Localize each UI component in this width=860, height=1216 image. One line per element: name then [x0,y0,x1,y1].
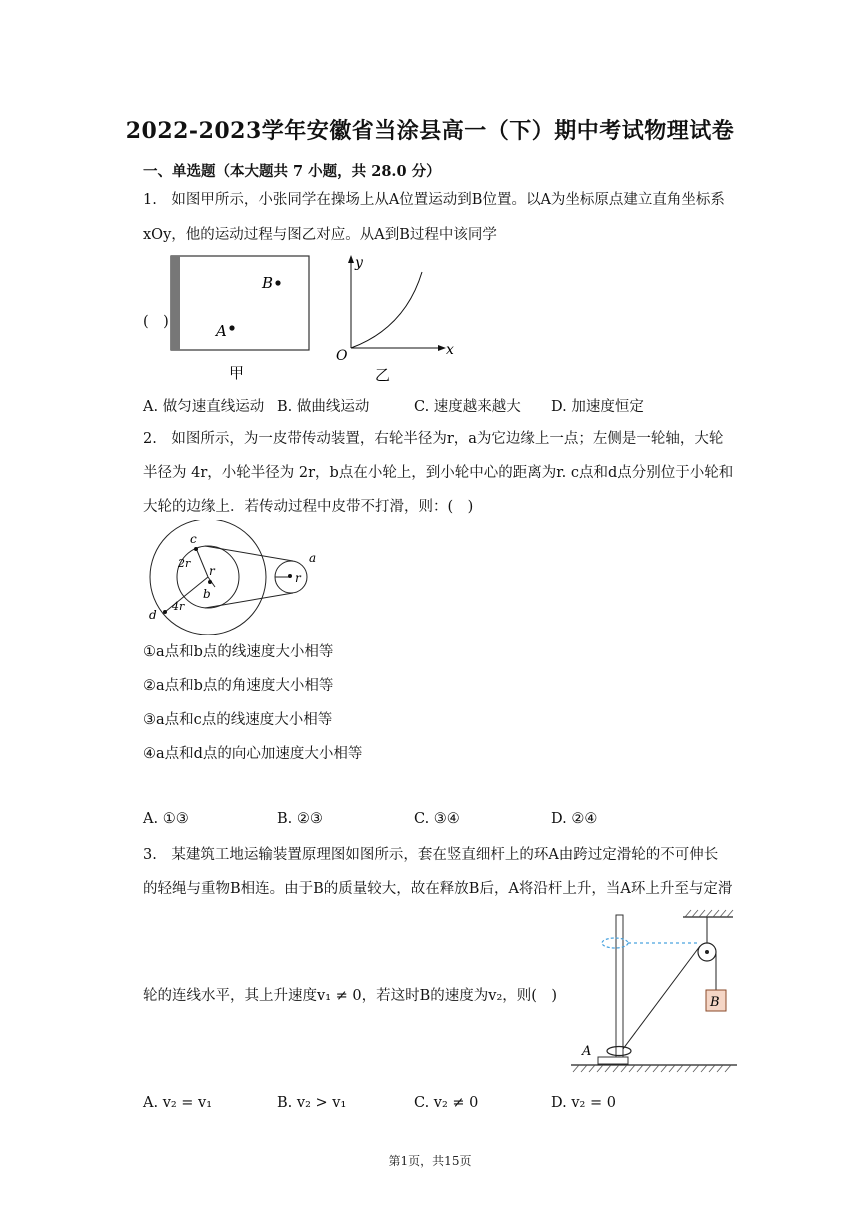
q2-point-a [288,574,292,578]
q2-radius-2r [196,548,208,577]
q3-figure [565,905,745,1075]
q3-option-b: B. v₂ > v₁ [277,1095,347,1111]
page-footer: 第1页，共15页 [388,1154,472,1168]
q3-stem-line1: 3. 某建筑工地运输装置原理图如图所示，套在竖直细杆上的环A由跨过定滑轮的不可伸长 [143,847,719,863]
q3-label-b: B [710,995,720,1010]
q1-option-d: D. 加速度恒定 [551,399,644,415]
q2-stem-line1: 2. 如图所示，为一皮带传动装置，右轮半径为r，a为它边缘上一点；左侧是一轮轴，大轮 [143,431,724,447]
q3-base [598,1057,628,1064]
q2-label-b: b [203,587,211,601]
q2-option-c: C. ③④ [414,811,460,827]
q2-belt-top [205,546,293,561]
q2-stem-line3: 大轮的边缘上．若传动过程中皮带不打滑，则：( ) [143,499,474,515]
q2-statement-3: ③a点和c点的线速度大小相等 [143,712,333,728]
q2-point-c [194,547,198,551]
q1-option-a: A. 做匀速直线运动 [143,399,265,415]
q2-statement-4: ④a点和d点的向心加速度大小相等 [143,746,363,762]
q2-label-2r: 2r [178,557,191,570]
q1-x-arrow [438,345,446,351]
q3-ceiling-hatch [685,910,733,917]
q1-option-b: B. 做曲线运动 [277,399,370,415]
q2-stem-line2: 半径为 4r，小轮半径为 2r，b点在小轮上，到小轮中心的距离为r. c点和d点分别位于小轮和 [143,465,734,481]
q3-stem-line3: 轮的连线水平，其上升速度v₁ ≠ 0，若这时B的速度为v₂，则( ) [143,988,558,1004]
q1-label-a: A [216,322,227,340]
q3-option-c: C. v₂ ≠ 0 [414,1095,479,1111]
q1-point-b [275,280,280,285]
q1-label-b: B [262,274,274,292]
q3-label-a: A [582,1044,592,1059]
q2-belt-bottom [205,593,293,608]
q1-label-jia: 甲 [229,364,245,382]
q3-option-d: D. v₂ = 0 [551,1095,616,1111]
q3-option-a: A. v₂ = v₁ [143,1095,213,1111]
q3-rope-slant [623,946,700,1049]
q1-label-x: x [446,342,454,358]
q1-option-c: C. 速度越来越大 [414,399,521,415]
q2-option-b: B. ②③ [277,811,323,827]
q1-stem-line2: xOy，他的运动过程与图乙对应。从A到B过程中该同学 [143,227,497,243]
q1-label-yi: 乙 [375,366,391,384]
q1-field-wall [171,256,180,350]
q2-statement-2: ②a点和b点的角速度大小相等 [143,678,334,694]
q2-label-a: a [309,551,317,565]
q2-point-d [163,610,167,614]
q3-pulley-axle [705,950,709,954]
q2-statement-1: ①a点和b点的线速度大小相等 [143,644,334,660]
q2-figure [143,520,343,635]
q2-label-r2: r [295,571,301,585]
q3-stem-line2: 的轻绳与重物B相连。由于B的质量较大，故在释放B后，A将沿杆上升，当A环上升至与定滑 [143,881,733,897]
q1-label-y: y [355,255,363,271]
section-heading: 一、单选题（本大题共 7 小题，共 28.0 分） [143,163,441,180]
q2-point-b [208,580,212,584]
q2-label-r1: r [209,564,215,578]
page-title: 2022-2023学年安徽省当涂县高一（下）期中考试物理试卷 [125,118,735,144]
q1-field-rect [171,256,309,350]
q3-ring-top-dashed [602,938,628,948]
q3-ground-hatch [573,1065,731,1072]
q1-stem-line1: 1. 如图甲所示，小张同学在操场上从A位置运动到B位置。以A为坐标原点建立直角坐标系 [143,192,725,208]
q1-y-arrow [348,255,354,263]
q2-label-4r: 4r [172,600,185,613]
q1-figure [165,250,465,385]
q2-option-a: A. ①③ [143,811,189,827]
q1-curve [351,272,422,348]
q2-label-c: c [190,532,197,546]
q1-paren: ( ) [143,314,169,330]
q1-label-o: O [336,348,348,364]
q1-point-a [229,325,234,330]
q2-option-d: D. ②④ [551,811,598,827]
q2-label-d: d [149,608,157,622]
